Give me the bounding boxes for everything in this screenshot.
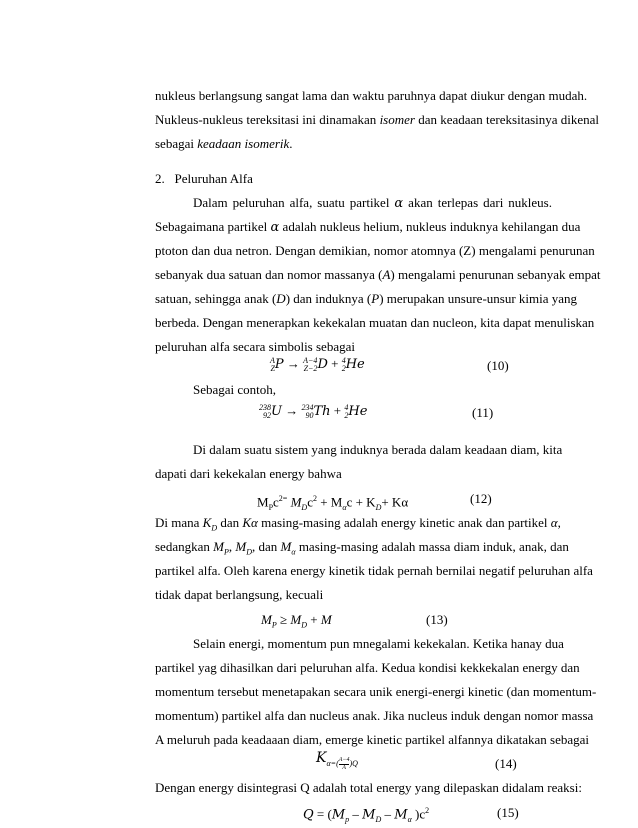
equation-number: (12)	[470, 491, 492, 506]
section-number: 2.	[155, 171, 165, 186]
text-line: Nukleus-nukleus tereksitasi ini dinamakan isomer dan keadaan tereksitasinya dikenal	[155, 112, 600, 127]
text-line: nukleus berlangsung sangat lama dan waktu paruhnya dapat diukur dengan mudah.	[155, 88, 588, 103]
text-line: Dalam peluruhan alfa, suatu partikel α akan terlepas dari nukleus.	[193, 195, 552, 211]
text-line: sebagai keadaan isomerik.	[155, 136, 293, 151]
text-line: Selain energi, momentum pun mnegalami kekekalan. Ketika hanay dua	[193, 636, 564, 651]
emphasis: isomer	[379, 112, 415, 127]
equation-12: $M_Pc^{2=}$ $M_Dc^2 + M_\alpha c + K_D+ K\alpha$	[257, 494, 409, 512]
equation-14: $K_{\alpha=( \frac{A-4}{A} )Q}$	[316, 750, 358, 771]
text-line: momentum) partikel alfa dan nucleus anak. Jika nucleus induk dengan nomor massa	[155, 708, 594, 723]
text-line: tidak dapat berlangsung, kecuali	[155, 587, 324, 602]
equation-number: (10)	[487, 358, 509, 373]
text-line: Dengan energy disintegrasi Q adalah total energy yang dilepaskan didalam reaksi:	[155, 780, 582, 795]
equation-number: (15)	[497, 805, 519, 820]
text-line: satuan, sehingga anak (D) dan induknya (P) merupakan unsure-unsur kimia yang	[155, 291, 578, 306]
text-line: dapati dari kekekalan energy bahwa	[155, 466, 342, 481]
equation-10: A Z P → A−4 Z−2 D + 4 2 He	[270, 356, 365, 374]
text-line: berbeda. Dengan menerapkan kekekalan muatan dan nucleon, kita dapat menuliskan	[155, 315, 595, 330]
equation-number: (14)	[495, 756, 517, 771]
text-line: sedangkan $M_P$, $M_D$, dan $M_\alpha$ masing-masing adalah massa diam induk, anak, dan	[155, 539, 569, 557]
equation-number: (13)	[426, 612, 448, 627]
section-heading	[155, 171, 253, 187]
text-line: Di mana $K_D$ dan Kα masing-masing adalah energy kinetic anak dan partikel α,	[155, 515, 561, 533]
text-line: peluruhan alfa secara simbolis sebagai	[155, 339, 355, 354]
equation-13: $M_P \ge M_D + M$	[261, 612, 332, 630]
text-line: Sebagaimana partikel α adalah nukleus helium, nukleus induknya kehilangan dua	[155, 219, 581, 235]
text-line: partikel yag dihasilkan dari peluruhan alfa. Kedua kondisi kekkekalan energy dan	[155, 660, 580, 675]
text-line: ptoton dan dua netron. Dengan demikian, nomor atomnya (Z) mengalami penurunan	[155, 243, 595, 258]
equation-number: (11)	[472, 405, 494, 420]
equation-15: $Q = (M_p - M_D - M_\alpha$ )$c^2$	[303, 806, 430, 824]
text-line: A meluruh pada keadaaan diam, emerge kinetic partikel alfannya dikatakan sebagai	[155, 732, 589, 747]
text-line: sebanyak dua satuan dan nomor massanya (A) mengalami penurunan sebanyak empat	[155, 267, 601, 282]
emphasis: keadaan isomerik	[197, 136, 290, 151]
section-title: Peluruhan Alfa	[174, 171, 253, 186]
text-line: Di dalam suatu sistem yang induknya berada dalam keadaan diam, kita	[193, 442, 563, 457]
text-line: Sebagai contoh,	[193, 382, 277, 397]
text-line: momentum tersebut menetapakan secara unik energi-energi kinetic (dan momentum-	[155, 684, 597, 699]
equation-11: 238 92 U → 234 90 Th + 4 2 He	[259, 403, 368, 421]
text-line: partikel alfa. Oleh karena energy kinetik tidak pernah bernilai negatif peluruhan alfa	[155, 563, 593, 578]
